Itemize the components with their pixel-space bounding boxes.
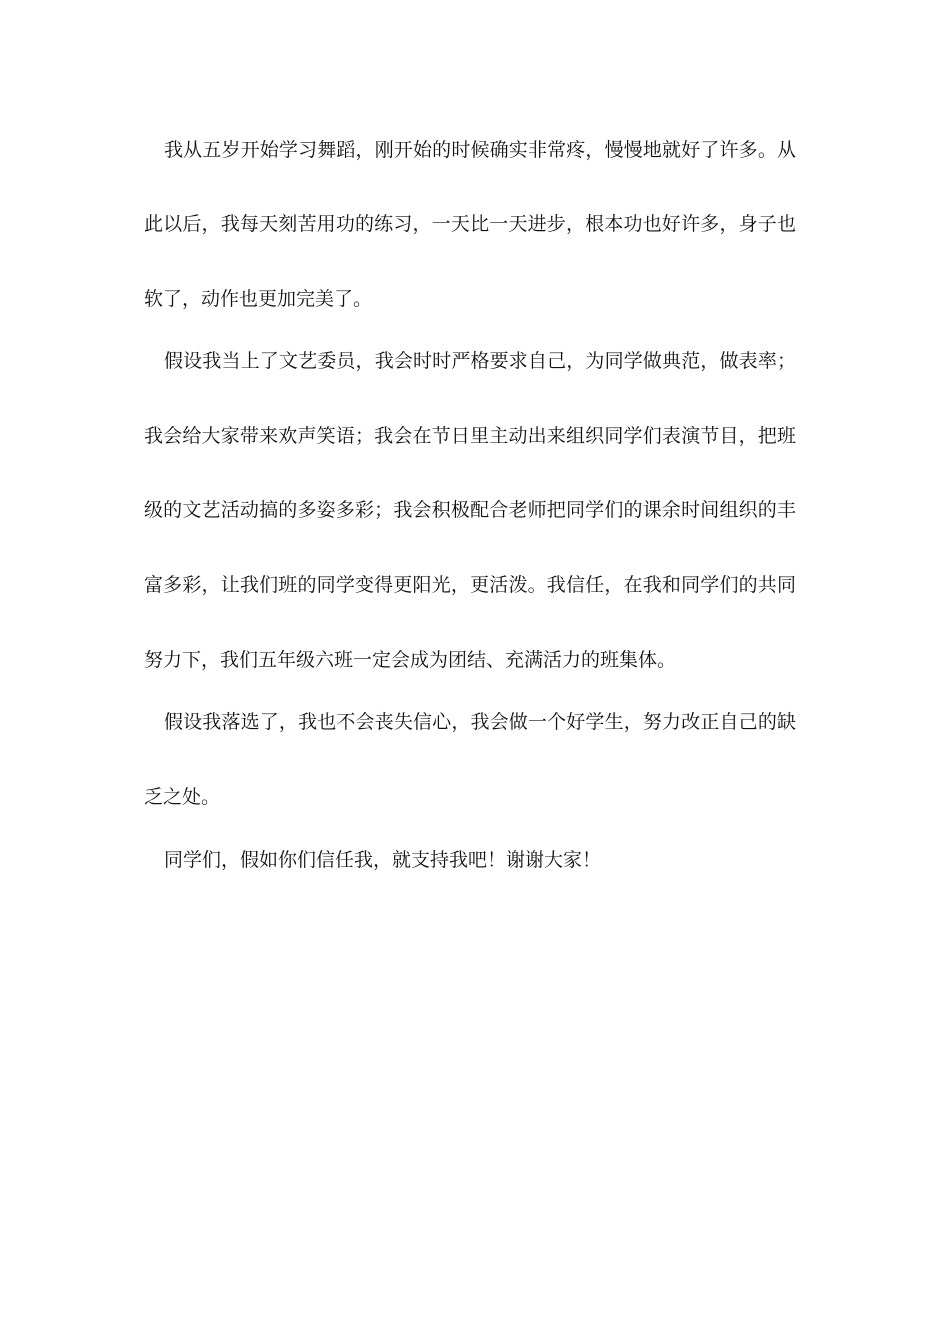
- paragraph-2-line-5: 努力下，我们五年级六班一定会成为团结、充满活力的班集体。: [144, 649, 677, 671]
- paragraph-4-line-1: 同学们，假如你们信任我，就支持我吧！谢谢大家！: [164, 849, 602, 871]
- paragraph-3-line-2: 乏之处。: [144, 786, 221, 808]
- paragraph-2-line-1: 假设我当上了文艺委员，我会时时严格要求自己，为同学做典范，做表率；: [164, 350, 796, 372]
- paragraph-1-line-1: 我从五岁开始学习舞蹈，刚开始的时候确实非常疼，慢慢地就好了许多。从: [164, 139, 796, 161]
- paragraph-1-line-2: 此以后，我每天刻苦用功的练习，一天比一天进步，根本功也好许多，身子也: [144, 213, 796, 235]
- paragraph-2-line-3: 级的文艺活动搞的多姿多彩；我会积极配合老师把同学们的课余时间组织的丰: [144, 499, 796, 521]
- paragraph-1-line-3: 软了，动作也更加完美了。: [144, 288, 373, 310]
- paragraph-3-line-1: 假设我落选了，我也不会丧失信心，我会做一个好学生，努力改正自己的缺: [164, 711, 796, 733]
- paragraph-2-line-4: 富多彩，让我们班的同学变得更阳光，更活泼。我信任，在我和同学们的共同: [144, 574, 796, 596]
- paragraph-2-line-2: 我会给大家带来欢声笑语；我会在节日里主动出来组织同学们表演节目，把班: [144, 425, 796, 447]
